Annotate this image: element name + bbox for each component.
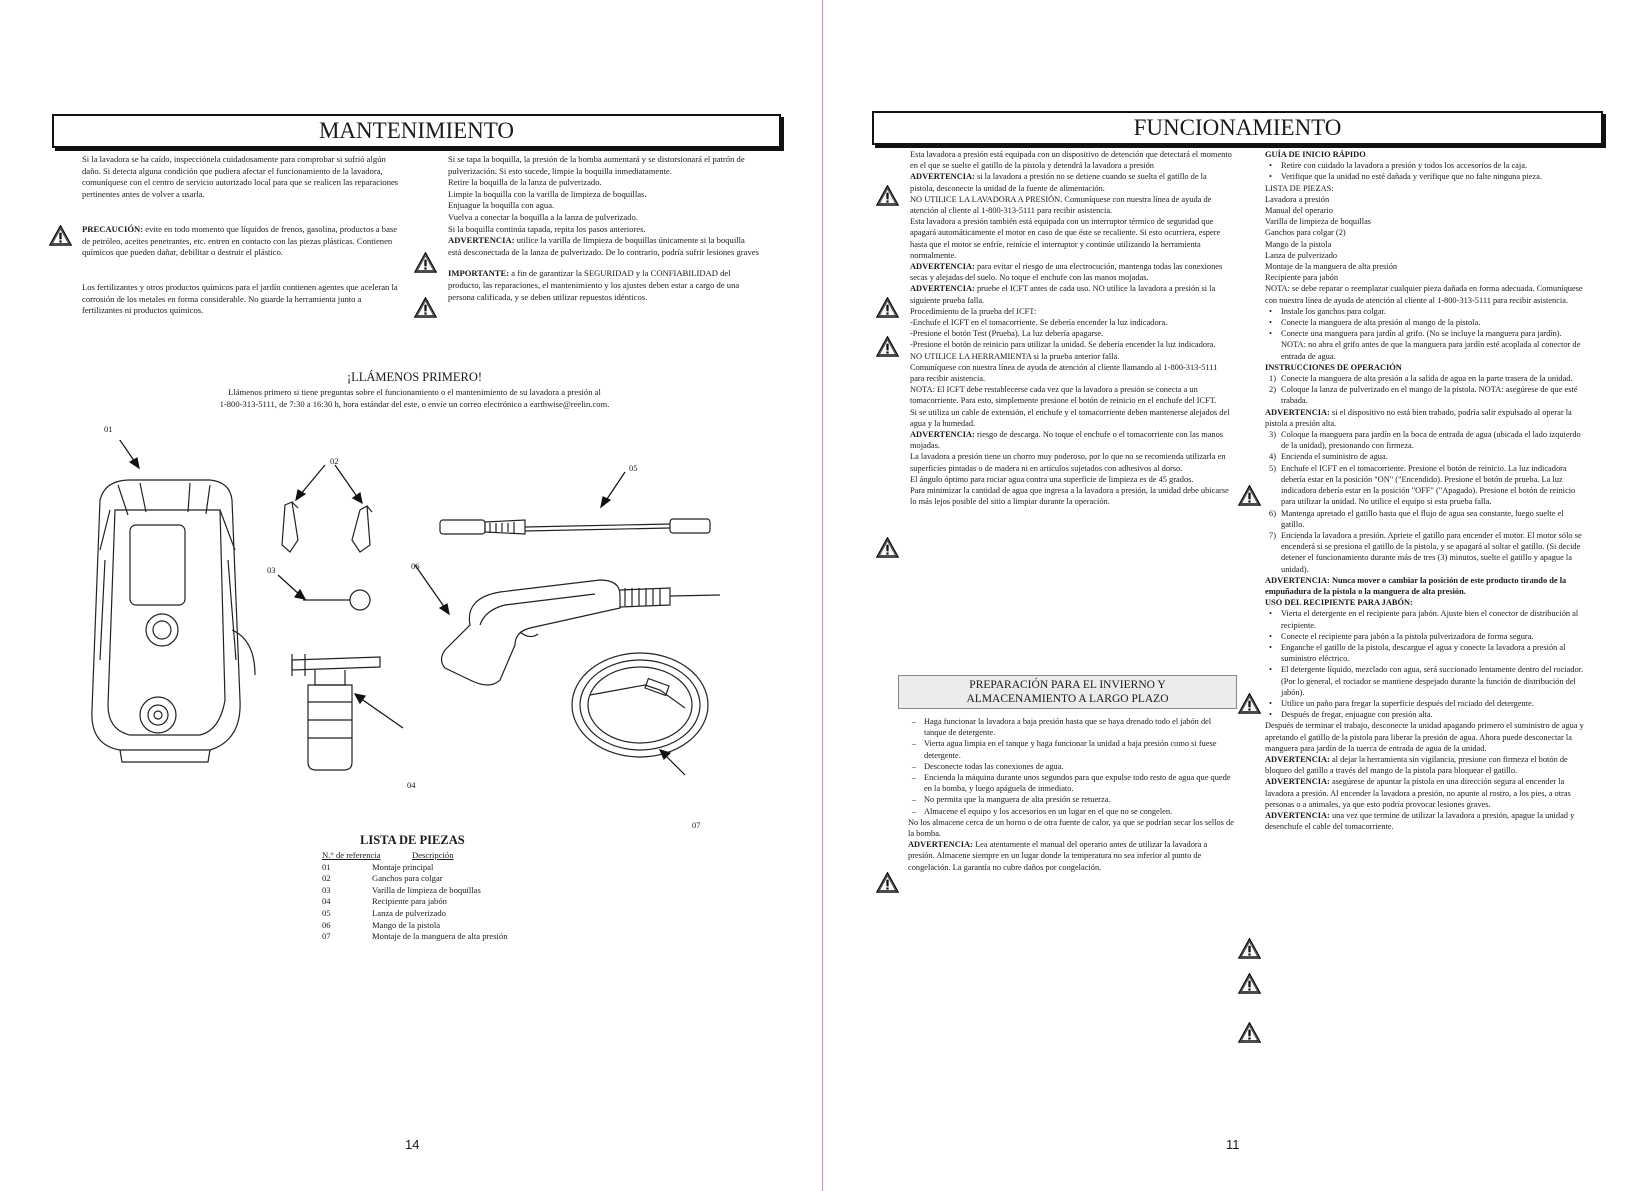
nozzle-line: Limpie la boquilla con la varilla de limpieza de boquillas. [448, 188, 647, 199]
parts-row [322, 873, 508, 885]
warning-text: ADVERTENCIA: Nunca mover o cambiar la posición de este producto tirando de la empuñadura de la pistola o la manguera de alta presión. [1265, 575, 1567, 596]
parts-row [322, 862, 508, 874]
paragraph: El ángulo óptimo para rociar agua contra una superficie de limpieza es de 45 grados. [910, 474, 1194, 484]
warning-label: ADVERTENCIA: [448, 235, 515, 246]
chemicals-paragraph [82, 282, 404, 317]
list-item: • El detergente líquido, mezclado con agua, será succionado lentamente dentro del rociador. (Por lo general, el rociador se mantiene despejado durante la función de distribución del jabón). [1269, 665, 1584, 697]
warning-label: ADVERTENCIA: [910, 262, 975, 272]
nozzle-line: Vuelva a conectar la boquilla a la lanza de pulverizado. [448, 211, 638, 222]
warning-icon [1238, 693, 1261, 714]
callout-07: 07 [692, 820, 701, 830]
warning-icon [876, 185, 899, 206]
parts-list-title: LISTA DE PIEZAS [360, 833, 465, 847]
operation-col2 [1265, 149, 1587, 832]
page-title-funcionamiento: FUNCIONAMIENTO [872, 111, 1603, 145]
list-item: – No permita que la manguera de alta presión se retuerza. [912, 795, 1111, 805]
quick-start-title: GUÍA DE INICIO RÁPIDO [1265, 150, 1366, 159]
operating-instructions-title: INSTRUCCIONES DE OPERACIÓN [1265, 362, 1402, 372]
list-item: • Vierta el detergente en el recipiente para jabón. Ajuste bien el conector de distribución al recipiente. [1269, 609, 1579, 630]
page-spine [822, 0, 823, 1191]
part-ref: 01 [322, 861, 331, 872]
warning-text: utilice la varilla de limpieza de boquillas únicamente si la boquilla está desconectada de la lanza de pulverizado. De lo contrario, podría sufrir lesiones graves [448, 235, 759, 257]
nozzle-line: Si la boquilla continúa tapada, repita los pasos anteriores. [448, 223, 646, 234]
callout-02: 02 [330, 456, 339, 466]
paragraph: Esta lavadora a presión está equipada con un dispositivo de detención que detectará el momento en el que se suelte el gatillo de la pistola y detendrá la lavadora a presión [910, 150, 1232, 171]
part-item: Lavadora a presión [1265, 194, 1330, 204]
list-item: • Verifique que la unidad no esté dañada y verifique que no falte ninguna pieza. [1269, 172, 1542, 182]
list-item: • Enganche el gatillo de la pistola, descargue el agua y conecte la lavadora a presión al suministro eléctrico. [1269, 642, 1566, 664]
parts-row [322, 908, 508, 920]
winter-storage-heading [898, 675, 1237, 709]
part-ref: 02 [322, 873, 331, 884]
warning-icon [414, 252, 437, 273]
test-line: NOTA: El ICFT debe restablecerse cada vez que la lavadora a presión se conecta a un tomacorriente. Para esto, simplemente presione el botón de reinicio en el enchufe del ICFT. [910, 385, 1217, 406]
caution-block [82, 224, 404, 259]
warning-label: ADVERTENCIA: [1265, 754, 1330, 764]
warning-icon [876, 336, 899, 357]
nozzle-line: Enjuague la boquilla con agua. [448, 200, 555, 211]
soap-title: USO DEL RECIPIENTE PARA JABÓN: [1265, 598, 1413, 608]
winter-storage-list [908, 716, 1234, 873]
warning-icon [876, 297, 899, 318]
call-first-text [52, 387, 777, 410]
part-item: Mango de la pistola [1265, 239, 1332, 249]
operation-col1 [910, 149, 1232, 508]
list-item: • Utilice un paño para fregar la superficie después del rociado del detergente. [1269, 698, 1534, 708]
part-item: Manual del operario [1265, 206, 1333, 216]
warning-label: ADVERTENCIA: [910, 430, 975, 440]
nozzle-line: Retire la boquilla de la lanza de pulverizado. [448, 177, 602, 188]
part-item: Lanza de pulverizado [1265, 250, 1338, 260]
heading-line: PREPARACIÓN PARA EL INVIERNO Y [969, 679, 1166, 691]
hooks-drawing [282, 502, 372, 552]
warning-icon [1238, 485, 1261, 506]
soap-bottle-drawing [292, 654, 380, 770]
warning-label: ADVERTENCIA: [908, 840, 973, 850]
list-item: • Conecte el recipiente para jabón a la pistola pulverizadora de forma segura. [1269, 631, 1534, 641]
page-number-left: 14 [405, 1137, 420, 1152]
list-item: 4) Encienda el suministro de agua. [1269, 452, 1388, 462]
parts-label: LISTA DE PIEZAS: [1265, 183, 1334, 193]
part-ref: 03 [322, 884, 331, 895]
paragraph: No los almacene cerca de un horno o de otra fuente de calor, ya que se podrían secar los sellos de la bomba. [908, 817, 1234, 839]
maintenance-col1 [82, 154, 404, 200]
warning-text: una vez que termine de utilizar la lavadora a presión, apague la unidad y desenchufe el cable del tomacorriente. [1265, 810, 1575, 832]
list-item: 2) Coloque la lanza de pulverizado en el mango de la pistola. NOTA: asegúrese de que esté trabada. [1269, 385, 1578, 406]
list-item: – Almacene el equipo y los accesorios en un lugar en el que no se congelen. [912, 806, 1173, 816]
important-text: a fin de garantizar la SEGURIDAD y la CONFIABILIDAD del producto, las reparaciones, el mantenimiento y los ajustes deben estar a cargo de una persona calificada, y se deben utilizar repuestos idénticos. [448, 268, 740, 302]
part-desc: Montaje de la manguera de alta presión [372, 931, 508, 942]
important-label: IMPORTANTE: [448, 268, 510, 279]
part-desc: Mango de la pistola [372, 919, 441, 930]
callout-06: 06 [411, 561, 420, 571]
paragraph: Si la lavadora se ha caído, inspecciónela cuidadosamente para comprobar si sufrió algún daño. Si detecta alguna condición que pudiera afectar el funcionamiento de la lavadora, comuníquese con el centro de servicio autorizado local para que se realicen las reparaciones pertinentes antes de volver a usarla. [82, 154, 399, 199]
callout-05: 05 [629, 463, 638, 473]
list-item: • Conecte la manguera de alta presión al mango de la pistola. [1269, 318, 1481, 328]
warning-icon [876, 872, 899, 893]
page-number-right: 11 [1226, 1137, 1240, 1152]
list-item: 1) Conecte la manguera de alta presión a la salida de agua en la parte trasera de la unidad. [1269, 374, 1573, 384]
warning-label: ADVERTENCIA: [910, 172, 975, 182]
parts-row [322, 896, 508, 908]
list-item: • Retire con cuidado la lavadora a presión y todos los accesorios de la caja. [1269, 161, 1528, 171]
parts-row [322, 920, 508, 932]
parts-row [322, 885, 508, 897]
part-ref: 04 [322, 896, 331, 907]
list-item: • Después de fregar, enjuague con presión alta. [1269, 710, 1433, 720]
part-desc: Montaje principal [372, 861, 434, 872]
part-item: Ganchos para colgar (2) [1265, 228, 1346, 238]
warning-icon [1238, 938, 1261, 959]
callout-01: 01 [104, 424, 113, 434]
cleaning-rod-drawing [303, 590, 370, 610]
maintenance-col2 [448, 154, 760, 303]
part-item: Recipiente para jabón [1265, 273, 1339, 283]
callout-03: 03 [267, 565, 276, 575]
list-item: 5) Enchufe el ICFT en el tomacorriente. Presione el botón de reinicio. La luz indicadora debería estar en la posición "ON" ("Encendido). Presione el botón de prueba. La luz indicadora debería estar en la posición "OFF" ("Apagado). Presione el botón de reinicio para utilizar la unidad. No utilice el equipo si esta prueba falla. [1269, 463, 1576, 507]
parts-header [322, 850, 508, 862]
part-desc: Varilla de limpieza de boquillas [372, 884, 481, 895]
part-item: Montaje de la manguera de alta presión [1265, 262, 1398, 272]
paragraph: Esta lavadora a presión también está equipada con un interruptor térmico de seguridad que apagará automáticamente el motor en caso de que éste se recaliente. Si esto ocurriera, espere hasta que el motor se enfríe, reinicie el interruptor y continúe utilizando la herramienta normalmente. [910, 217, 1221, 260]
warning-icon [876, 537, 899, 558]
lance-drawing [440, 519, 710, 534]
warning-label: ADVERTENCIA: [1265, 810, 1330, 820]
list-item: • Instale los ganchos para colgar. [1269, 306, 1386, 316]
call-first-title: ¡LLÁMENOS PRIMERO! [346, 370, 483, 384]
warning-text: si la lavadora a presión no se detiene cuando se suelta el gatillo de la pistola, desconecte la unidad de la fuente de alimentación. [910, 172, 1207, 193]
warning-text: si el dispositivo no está bien trabado, podría salir expulsado al operar la pistola a presión alta. [1265, 407, 1572, 428]
caution-label: PRECAUCIÓN: [82, 224, 144, 234]
warning-text: Lea atentamente el manual del operario antes de utilizar la lavadora a presión. Almacene siempre en un lugar donde la temperatura no sea inferior al punto de congelación. La garantía no cubre daños por congelación. [908, 840, 1208, 872]
call-line: 1-800-313-5111, de 7:30 a 16:30 h, hora estándar del este, o envíe un correo electrónico a earthwise@reelin.com. [219, 398, 610, 409]
header-desc: Descripción [412, 850, 454, 860]
parts-row [322, 931, 508, 943]
paragraph: Para minimizar la cantidad de agua que ingresa a la lavadora a presión, la unidad debe ubicarse lo más lejos posible del sitio a limpiar durante la operación. [910, 486, 1229, 507]
warning-icon [1238, 1022, 1261, 1043]
warning-text: asegúrese de apuntar la pistola en una dirección segura al encender la lavadora a presión. Al encender la lavadora a presión, no apunte al rostro, a los pies, a otras personas o a animales, ya que esto podría provocar lesiones graves. [1265, 777, 1571, 809]
part-ref: 05 [322, 907, 331, 918]
test-line: -Presione el botón Test (Prueba). La luz debería apagarse. [910, 329, 1104, 339]
list-item: • Conecte una manguera para jardín al grifo. (No se incluye la manguera para jardín). NOTA: no abra el grifo antes de que la manguera para jardín esté acoplada al conector de entrada de agua. [1269, 329, 1581, 361]
page-title-mantenimiento: MANTENIMIENTO [52, 114, 781, 148]
test-line: -Enchufe el ICFT en el tomacorriente. Se debería encender la luz indicadora. [910, 318, 1168, 328]
note: NOTA: se debe reparar o reemplazar cualquier pieza dañada en forma adecuada. Comuníquese con nuestra línea de ayuda de atención al cliente al 1-800-313-5111 para recibir asistencia. [1265, 284, 1583, 305]
list-item: 6) Mantenga apretado el gatillo hasta que el flujo de agua sea constante, luego suelte el gatillo. [1269, 508, 1564, 529]
paragraph: La lavadora a presión tiene un chorro muy poderoso, por lo que no se recomienda utilizarla en superficies pintadas o de madera ni en artículos sujetados con adhesivos al dorso. [910, 452, 1226, 473]
callout-04: 04 [407, 780, 416, 790]
test-line: Si se utiliza un cable de extensión, el enchufe y el tomacorriente deben mantenerse alejados del agua y la humedad. [910, 407, 1230, 428]
warning-label: ADVERTENCIA: [1265, 407, 1330, 417]
warning-text: al dejar la herramienta sin vigilancia, presione con firmeza el botón de bloqueo del gatillo a través del mango de la pistola para bloquear el gatillo. [1265, 754, 1568, 776]
warning-icon [49, 225, 72, 246]
test-line: Comuníquese con nuestra línea de ayuda de atención al cliente llamando al 1-800-313-5111 para recibir asistencia. [910, 362, 1218, 384]
part-desc: Recipiente para jabón [372, 896, 447, 907]
part-ref: 06 [322, 919, 331, 930]
list-item: – Encienda la máquina durante unos segundos para que expulse todo resto de agua que quede en la bomba, y luego apáguela de inmediato. [912, 773, 1231, 794]
paragraph: NO UTILICE LA LAVADORA A PRESIÓN. Comuníquese con nuestra línea de ayuda de atención al cliente al 1-800-313-5111 para recibir asistencia. [910, 194, 1212, 216]
part-desc: Lanza de pulverizado [372, 907, 446, 918]
list-item: – Desconecte todas las conexiones de agua. [912, 761, 1064, 771]
list-item: 7) Encienda la lavadora a presión. Apriete el gatillo para encender el motor. El motor sólo se encenderá si se presiona el gatillo de la pistola, y se apagará al soltar el gatillo. (Si decide detener el funcionamiento durante más de tres (3) minutos, suelte el gatillo y apague la unidad). [1269, 530, 1582, 574]
nozzle-line: Si se tapa la boquilla, la presión de la bomba aumentará y se distorsionará el patrón de pulverización. Si esto sucede, limpie la boquilla inmediatamente. [448, 154, 745, 176]
test-line: -Presione el botón de reinicio para utilizar la unidad. Se debería encender la luz indicadora. [910, 340, 1216, 350]
part-desc: Ganchos para colgar [372, 873, 443, 884]
part-item: Varilla de limpieza de boquillas [1265, 217, 1372, 227]
list-item: – Vierta agua limpia en el tanque y haga funcionar la unidad a baja presión como si fuese detergente. [912, 739, 1217, 760]
test-line: NO UTILICE LA HERRAMIENTA si la prueba anterior falla. [910, 351, 1120, 361]
part-ref: 07 [322, 931, 331, 942]
test-line: Procedimiento de la prueba del ICFT: [910, 306, 1037, 316]
header-ref: N.° de referencia [322, 850, 381, 860]
warning-icon [414, 297, 437, 318]
heading-line: ALMACENAMIENTO A LARGO PLAZO [966, 693, 1169, 705]
hose-drawing [572, 653, 708, 757]
paragraph: Los fertilizantes y otros productos químicos para el jardín contienen agentes que aceleran la corrosión de los metales en forma considerable. No guarde la herramienta junto a fertilizantes ni productos químicos. [82, 282, 398, 316]
warning-label: ADVERTENCIA: [1265, 777, 1330, 787]
warning-text: para evitar el riesgo de una electrocución, mantenga todas las conexiones secas y alejadas del suelo. No toque el enchufe con las manos mojadas. [910, 262, 1223, 283]
call-line: Llámenos primero si tiene preguntas sobre el funcionamiento o el mantenimiento de su lavadora a presión al [228, 387, 601, 397]
list-item: 3) Coloque la manguera para jardín en la boca de entrada de agua (ubicada el lado izquierdo de la unidad), presionando con firmeza. [1269, 430, 1581, 451]
main-unit-drawing [92, 480, 255, 762]
paragraph: Después de terminar el trabajo, desconecte la unidad apagando primero el suministro de agua y apretando el gatillo de la pistola para liberar la presión de agua. Ahora puede desconectar la manguera para jardín de la tuerca de entrada de agua de la unidad. [1265, 721, 1584, 753]
list-item: – Haga funcionar la lavadora a baja presión hasta que se haya drenado todo el jabón del tanque de detergente. [912, 717, 1212, 738]
parts-table [322, 850, 508, 943]
warning-icon [1238, 973, 1261, 994]
warning-text: pruebe el ICFT antes de cada uso. NO utilice la lavadora a presión si la siguiente prueba falla. [910, 284, 1216, 305]
caution-text: evite en todo momento que líquidos de frenos, gasolina, productos a base de petróleo, aceites penetrantes, etc. entren en contacto con las piezas plásticas. Contienen químicos que pueden dañar, debilitar o destruir el plástico. [82, 224, 398, 258]
warning-text: riesgo de descarga. No toque el enchufe o el tomacorriente con las manos mojadas. [910, 430, 1224, 451]
warning-label: ADVERTENCIA: [910, 284, 975, 294]
gun-handle-drawing [442, 580, 721, 685]
